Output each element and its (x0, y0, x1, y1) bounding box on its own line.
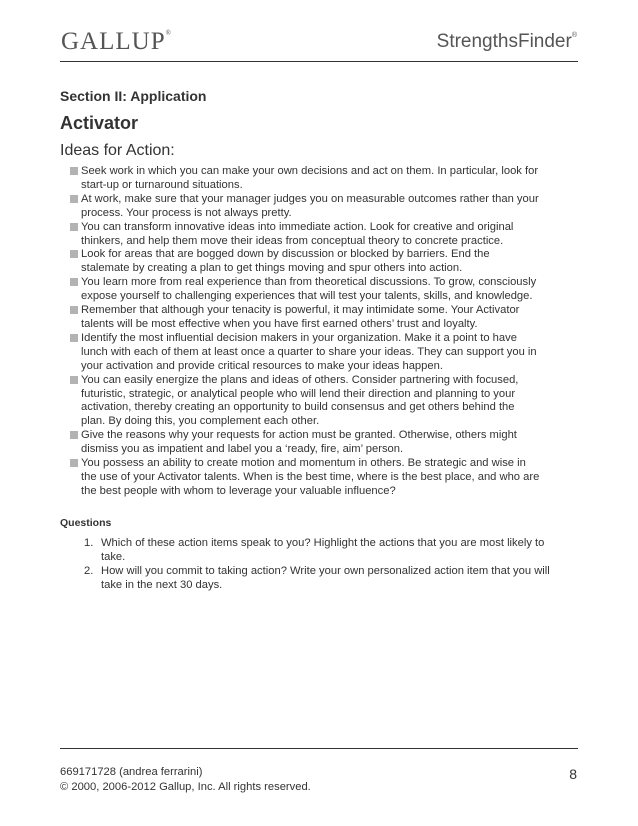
square-bullet-icon (70, 167, 78, 175)
section-label: Section II: Application (60, 88, 207, 104)
footer-user-id: 669171728 (andrea ferrarini) (60, 766, 203, 778)
idea-text: Seek work in which you can make your own decisions and act on them. In particular, look for start-up or turnaround situations. (81, 165, 539, 191)
square-bullet-icon (70, 376, 78, 384)
idea-text: You learn more from real experience than from theoretical discussions. To grow, consciously expose yourself to challenging experiences that will test your talents, skills, and knowledge. (81, 276, 537, 303)
question-number: 2. (84, 564, 94, 577)
question-number: 1. (84, 537, 94, 549)
idea-text: Remember that although your tenacity is powerful, it may intimidate some. Your Activator talents will be most effective when you have first earned others’ trust and loyalty. (81, 304, 520, 330)
idea-text: Give the reasons why your requests for action must be granted. Otherwise, others might dismiss you as impatient and label you a ‘ready, fire, aim’ person. (81, 429, 517, 456)
page-number: 8 (569, 766, 577, 782)
idea-text: You can transform innovative ideas into immediate action. Look for creative and original thinkers, and help them move their ideas from conceptual theory to concrete practice. (81, 220, 514, 247)
idea-item (70, 221, 540, 249)
header-divider (60, 61, 578, 62)
square-bullet-icon (70, 195, 78, 203)
square-bullet-icon (70, 223, 78, 231)
product-name (437, 31, 577, 53)
question-item (84, 537, 564, 565)
idea-item (70, 165, 540, 193)
logo-registered-mark: ® (165, 29, 171, 37)
question-text: How will you commit to taking action? Write your own personalized action item that you will take in the next 30 days. (101, 564, 550, 591)
square-bullet-icon (70, 306, 78, 314)
idea-text: You possess an ability to create motion and momentum in others. Be strategic and wise in the use of your Activator talents. When is the best time, where is the best place, and who are the best people with whom to leverage your valuable influence? (81, 457, 540, 497)
square-bullet-icon (70, 459, 78, 467)
idea-item (70, 248, 540, 276)
idea-item (70, 429, 540, 457)
idea-item (70, 332, 540, 374)
question-item (84, 565, 564, 593)
questions-heading: Questions (60, 517, 112, 529)
ideas-list (70, 165, 540, 499)
square-bullet-icon (70, 431, 78, 439)
idea-text: At work, make sure that your manager judges you on measurable outcomes rather than your process. Your process is not always pretty. (81, 192, 539, 219)
square-bullet-icon (70, 250, 78, 258)
questions-list (84, 537, 564, 593)
idea-text: You can easily energize the plans and ideas of others. Consider partnering with focused, futuristic, strategic, or analytical people who will lend their direction and planning to your activation, thereby creating an opportunity to build consensus and get others behind the plan. By doing this, you complement each other. (81, 373, 519, 428)
square-bullet-icon (70, 334, 78, 342)
theme-title: Activator (60, 113, 139, 133)
product-name-text: StrengthsFinder (436, 31, 572, 52)
idea-item (70, 193, 540, 221)
idea-item (70, 374, 540, 430)
idea-item (70, 304, 540, 332)
footer-divider (60, 748, 578, 749)
question-text: Which of these action items speak to you? Highlight the actions that you are most likely to take. (101, 537, 545, 563)
product-registered-mark: ® (571, 32, 577, 39)
gallup-logo (61, 28, 171, 56)
square-bullet-icon (70, 278, 78, 286)
idea-text: Identify the most influential decision makers in your organization. Make it a point to have lunch with each of them at least once a quarter to share your ideas. They can support you in your activation and provide critical resources to make your ideas happen. (81, 331, 537, 372)
idea-item (70, 457, 540, 499)
footer-copyright: © 2000, 2006-2012 Gallup, Inc. All rights reserved. (60, 781, 311, 793)
logo-text: GALLUP (61, 28, 166, 55)
idea-text: Look for areas that are bogged down by discussion or blocked by barriers. End the stalemate by creating a plan to get things moving and spur others into action. (81, 248, 490, 275)
ideas-title: Ideas for Action: (60, 142, 175, 159)
idea-item (70, 276, 540, 304)
